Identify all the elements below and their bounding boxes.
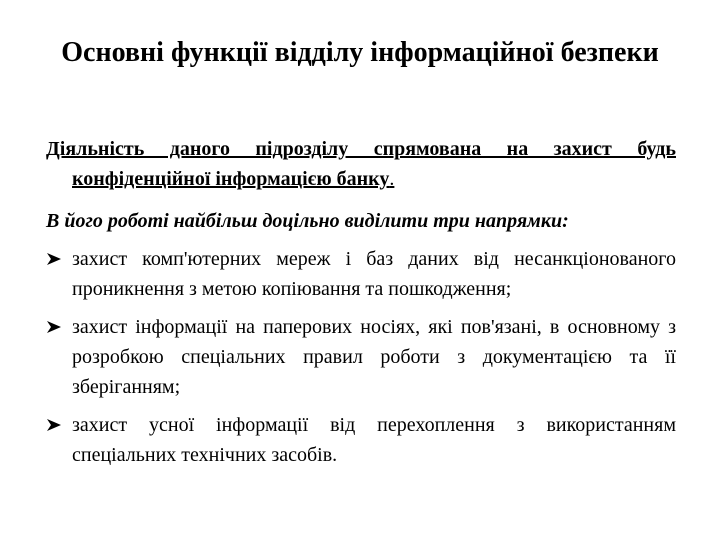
list-item	[46, 410, 676, 470]
list-item-text: захист комп'ютерних мереж і баз даних від несанкціонованого проникнення з метою копіювання та пошкодження;	[72, 248, 676, 300]
arrow-bullet-icon	[46, 252, 62, 266]
intro-end: .	[389, 168, 395, 190]
intro-link[interactable]: Діяльність даного підрозділу спрямована на захист будь конфіденційної інформацією банку	[46, 138, 676, 190]
list-item-text: захист усної інформації від перехоплення з використанням спеціальних технічних засобів.	[72, 414, 676, 466]
slide-title: Основні функції відділу інформаційної безпеки	[61, 37, 659, 68]
intro-paragraph	[46, 134, 676, 194]
list-item	[46, 312, 676, 402]
lead-text: В його роботі найбільш доцільно виділити три напрямки:	[46, 210, 569, 232]
arrow-bullet-icon	[46, 320, 62, 334]
slide-body	[46, 134, 676, 478]
arrow-bullet-icon	[46, 418, 62, 432]
list-item-text: захист інформації на паперових носіях, які пов'язані, в основному з розробкою спеціальних правил роботи з документацією та її зберіганням;	[72, 316, 676, 398]
list-item	[46, 244, 676, 304]
